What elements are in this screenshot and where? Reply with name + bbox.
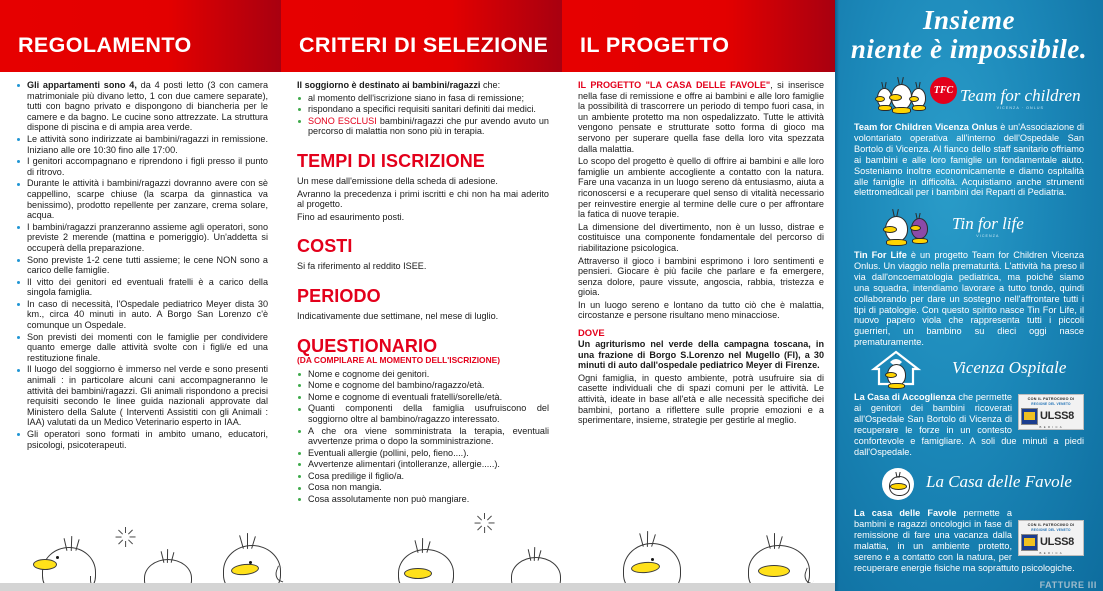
slogan-line2: niente è impossibile.: [850, 34, 1088, 64]
list-item: Durante le attività i bambini/ragazzi dovranno avere con sè cappellino, scarpe chiuse (la scarpa da ginnastica va benissimo), prodotto repellente per zanzare, crema solare, acqua.: [16, 178, 268, 220]
panel-block-text: [854, 392, 1084, 457]
slogan-line1: Insieme: [922, 5, 1015, 35]
patronage-line1: CON IL PATROCINIO DI: [1027, 523, 1075, 527]
panel-block-bold-lead: Team for Children Vicenza Onlus: [854, 122, 998, 132]
questionario-list: [297, 369, 549, 505]
section-title-costi: COSTI: [297, 236, 353, 257]
panel-block-body: è un'Associazione di volontariato operativa all'interno dell'Ospedale San Bortolo di Vicenza. Al fianco dello staff sanitario offriamo ai bambini e alle loro famiglie un fondamentale aiuto. Sosteniamo inoltre economicamente e diamo ospitalità alle famiglie in difficoltà. Acquistiamo anche strumenti elettromedicali per i bambini dei Reparti di Pediatria.: [854, 122, 1084, 198]
panel-block-body: che permette ai genitori dei bambini ricoverati all'Ospedale San Bortolo di Vicenza di recuperare le forze in un contesto confortevole e famigliare. A soli due minuti a piedi dall'Ospedale.: [854, 392, 1084, 457]
panel-block-body: è un progetto Team for Children Vicenza Onlus. Un viaggio nella prematuritá. L'attività ha preso il via dall'oncoematologia pediatrica, ma poiché siamo una squadra, intendiamo lavorare a tutto tondo, quindi collaborando per dare un sostegno nell'affrontare tutti i tipi di patologie. Con questo spirito nasce Tin For Life, il nuovo papero viola che rappresenta tutti i piccoli guerrieri, un bambino su dieci oggi nasce prematuramente.: [854, 250, 1084, 348]
logo-wordmark: [952, 214, 1024, 238]
duck-icon: [884, 208, 908, 244]
list-item: [297, 116, 549, 137]
panel-block-casa-delle-favole: [854, 468, 1084, 573]
progetto-paragraph: Attraverso il gioco i bambini esprimono i loro sentimenti e pensieri. Giocare è più facile che parlare e fa emergere, senza dolore, paure vissute, angoscia, rabbia, tristezza e gioia.: [578, 255, 824, 298]
column-header-regolamento: [0, 0, 281, 72]
section-title-questionario: QUESTIONARIO: [297, 335, 438, 356]
list-item: Eventuali allergie (pollini, pelo, fieno....).: [297, 448, 549, 459]
criteri-intro: [297, 80, 549, 91]
section-title-dove: DOVE: [578, 327, 605, 339]
list-item-text: da 4 posti letto (3 con camera matrimoniale più divano letto, 1 con due camere separate), tutti con bagno privato e dispongono di biancheria per le camere e da bagno. Le cucine sono attrezzate. La struttura dispone di piscina e di ampia area verde.: [27, 80, 268, 133]
logo-subtitle: VICENZA · ONLUS: [996, 106, 1045, 110]
panel-block-tin-for-life: [854, 206, 1084, 348]
list-item: I genitori accompagnano e riprendono i figli presso il punto di ritrovo.: [16, 156, 268, 177]
column-header-title: REGOLAMENTO: [18, 33, 192, 57]
panel-block-bold-lead: Tin For Life: [854, 250, 907, 260]
list-item: Son previsti dei momenti con le famiglie per condividere quanto emerge dalle attività svolte con i figli/e ed una restituzione finale.: [16, 332, 268, 364]
duck-icon: [910, 80, 926, 110]
bullet-red-lead: SONO ESCLUSI: [308, 115, 377, 126]
section-title-tempi: TEMPI DI ISCRIZIONE: [297, 150, 485, 171]
right-blue-panel: [835, 0, 1103, 591]
tempi-paragraph: Avranno la precedenza i primi iscritti e chi non ha mai aderito al progetto.: [297, 188, 549, 210]
column-header-progetto: [562, 0, 835, 72]
costi-paragraph: Si fa riferimento al reddito ISEE.: [297, 261, 427, 272]
column-header-title: IL PROGETTO: [580, 33, 730, 57]
progetto-lead-bold: IL PROGETTO "LA CASA DELLE FAVOLE": [578, 80, 771, 90]
patronage-line2: REGIONE DEL VENETO: [1031, 402, 1071, 406]
column-regolamento: [16, 80, 268, 451]
logo-team-for-children: [854, 74, 1084, 116]
criteri-intro-rest: che:: [480, 80, 501, 90]
list-item: Cosa non mangia.: [297, 482, 549, 493]
logo-wordmark-text: La Casa delle Favole: [926, 472, 1072, 491]
list-item: rispondano a specifici requisiti sanitari definiti dai medici.: [297, 104, 549, 115]
logo-wordmark: [960, 86, 1081, 110]
list-item: A che ora viene somministrata la terapia, eventuali avvertenze prima o dopo la somministrazione.: [297, 426, 549, 447]
list-item: Le attività sono indirizzate ai bambini/ragazzi in remissione. Iniziano alle ore 10:30 fino alle 17:00.: [16, 134, 268, 155]
patronage-word: ULSS8: [1040, 536, 1074, 548]
column-progetto: [578, 80, 824, 428]
list-item: Il vitto dei genitori ed eventuali fratelli è a carico della singola famiglia.: [16, 277, 268, 298]
panel-block-vicenza-ospitale: [854, 350, 1084, 457]
tempi-paragraph: Fino ad esaurimento posti.: [297, 211, 405, 222]
list-item: Gli operatori sono formati in ambito umano, educatori, psicologi, psicoterapeuti.: [16, 429, 268, 450]
progetto-paragraph: Lo scopo del progetto è quello di offrire ai bambini e alle loro famiglie un ambiente accogliente a contatto con la natura. Fare una vacanza in un luogo sereno dà entusiasmo, aiuta a riconoscersi e a recuperare quel senso di vitalità necessario per reinvestire energie al termine delle cure o per affrontare la fatica di nuove terapie.: [578, 156, 824, 220]
list-item: Avvertenze alimentari (intolleranze, allergie.....).: [297, 459, 549, 470]
patronage-line3: B E R I C A: [1039, 424, 1063, 429]
list-item: al momento dell'iscrizione siano in fasa di remissione;: [297, 93, 549, 104]
list-item: Sono previste 1-2 cene tutti assieme; le cene NON sono a carico delle famiglie.: [16, 255, 268, 276]
list-item: Quanti componenti della famiglia usufruiscono del soggiorno oltre al bambino/ragazzo interessato.: [297, 403, 549, 424]
bullet-bold-lead: Gli appartamenti sono 4,: [27, 80, 137, 90]
sparkle-icon: [475, 513, 495, 533]
logo-wordmark-text: Tin for life: [952, 214, 1024, 233]
patronage-line1: CON IL PATROCINIO DI: [1027, 397, 1075, 401]
progetto-paragraph: La dimensione del divertimento, non è un lusso, distrae e costituisce una componente fondamentale del percorso di riabilitazione psicologica.: [578, 221, 824, 253]
logo-tin-for-life: [854, 206, 1084, 244]
progetto-lead: [578, 80, 824, 154]
list-item: Cosa predilige il figlio/a.: [297, 471, 549, 482]
logo-wordmark: [926, 472, 1072, 492]
patronage-word: ULSS8: [1040, 410, 1074, 422]
logo-vicenza-ospitale: [854, 350, 1084, 386]
logo-wordmark-text: Team for children: [960, 86, 1081, 105]
periodo-paragraph: Indicativamente due settimane, nel mese di luglio.: [297, 310, 499, 321]
tempi-paragraph: Un mese dall'emissione della scheda di adesione.: [297, 175, 498, 186]
duck-icon: [888, 472, 910, 498]
logo-subtitle: VICENZA: [976, 234, 1000, 238]
dove-body: Ogni famiglia, in questo ambiente, potrà usufruire sia di casette individuali che di spazi comuni per le attività. Le attività, ideate in base all'età e alle necessità specifiche dei bambini, portano a riflettere sulle proprie emozioni e a sperimentare, insieme, strategie per gestirle al meglio.: [578, 372, 824, 426]
footer-strip: [0, 583, 835, 591]
list-item: Il luogo del soggiorno è immerso nel verde e sono presenti animali : in particolare alcuni cani accompagneranno le attività dei bambini/ragazzi. Gli animali rispondono a precisi requisiti secondo le linee guida nazionali approvate dal Ministero della Salute ( Interventi Assistiti con gli Animali : IAA) valutati da un Medico Veterinario esperto in IAA.: [16, 364, 268, 428]
column-header-title: CRITERI DI SELEZIONE: [299, 33, 549, 57]
progetto-paragraph: In un luogo sereno e lontano da tutto ciò che è malattia, circostanze e persone risultano meno minacciose.: [578, 299, 824, 321]
progetto-lead-rest: , si inserisce nella fase di remissione e offre ai bambini e alle loro famiglie la possibilità di trascorrere un periodo di tempo fuori casa, in un ambiente protetto ma non ospedalizzato. Tutte le attività vengono pensate e strutturate sotto forma di gioco ma servono per superare quella fase della loro vita spezzata dalla malattia.: [578, 80, 825, 154]
list-item: I bambini/ragazzi pranzeranno assieme agli operatori, sono previste 2 merende (mattina e pomeriggio). Un'addetta si occuperà della preparazione.: [16, 222, 268, 254]
sparkle-icon: [116, 527, 136, 547]
slogan: [835, 6, 1103, 64]
duck-icon: [886, 360, 906, 388]
logo-wordmark-text: Vicenza Ospitale: [952, 358, 1067, 377]
panel-block-bold-lead: La casa delle Favole: [854, 508, 957, 518]
list-item: Nome e cognome dei genitori.: [297, 369, 549, 380]
section-title-periodo: PERIODO: [297, 285, 381, 306]
criteri-intro-bold: Il soggiorno è destinato ai bambini/ragazzi: [297, 80, 481, 90]
list-item: [16, 80, 268, 133]
criteri-list: [297, 93, 549, 137]
patronage-line3: B E R I C A: [1039, 550, 1063, 555]
questionario-subtitle: (DA COMPILARE AL MOMENTO DELL'ISCRIZIONE): [297, 354, 500, 365]
panel-block-team-for-children: [854, 74, 1084, 198]
tfc-badge-icon: [930, 77, 957, 104]
duck-purple-icon: [910, 214, 928, 244]
list-item: Cosa assolutamente non può mangiare.: [297, 494, 549, 505]
column-criteri: [297, 80, 549, 506]
regolamento-list: [16, 80, 268, 450]
panel-block-bold-lead: La Casa di Accoglienza: [854, 392, 956, 402]
panel-block-body: permette a bambini e ragazzi oncologici in fase di remissione di fare una vacanza dalla malattia, in un ambiente protetto, sereno e a contatto con la natura, per recuperare energie fisiche ma soprattuto psicologiche.: [854, 508, 1075, 573]
column-header-criteri: [281, 0, 562, 72]
list-item-text: bambini/ragazzi che pur avendo avuto un percorso di malattia non sono più in terapia.: [308, 115, 549, 137]
panel-block-text: [854, 250, 1084, 348]
duck-icon: [890, 75, 912, 113]
logo-casa-delle-favole: [854, 468, 1084, 502]
list-item: In caso di necessità, l'Ospedale pediatrico Meyer dista 30 km., circa 40 minuti in auto. A Borgo San Lorenzo c'è comunque un Ospedale.: [16, 299, 268, 331]
panel-block-text: [854, 508, 1084, 573]
list-item: Nome e cognome di eventuali fratelli/sorelle/età.: [297, 392, 549, 403]
footer-tag: FATTURE III: [1039, 580, 1097, 590]
logo-wordmark: [952, 358, 1066, 378]
tfc-badge-label: TFC: [933, 85, 954, 96]
patronage-line2: REGIONE DEL VENETO: [1031, 528, 1071, 532]
list-item: Nome e cognome del bambino/ragazzo/età.: [297, 380, 549, 391]
dove-bold-text: Un agriturismo nel verde della campagna toscana, in una frazione di Borgo S.Lorenzo nel Mugello (FI), a 30 minuti di auto dall'ospedale pediatrico Meyer di Firenze.: [578, 339, 824, 371]
panel-block-text: [854, 122, 1084, 198]
